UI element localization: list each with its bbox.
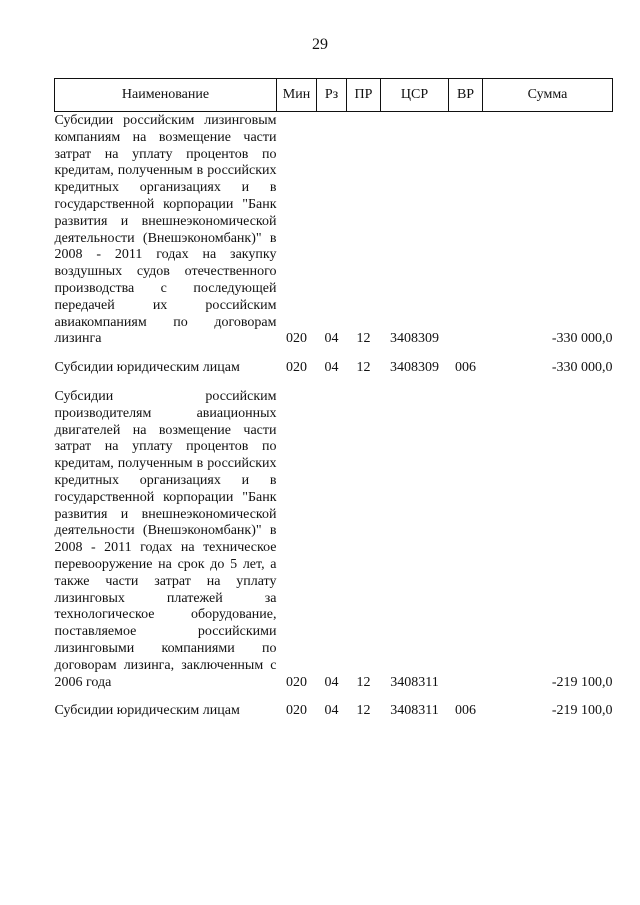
header-min: Мин bbox=[277, 79, 317, 112]
header-rz: Рз bbox=[317, 79, 347, 112]
row-name: Субсидии юридическим лицам bbox=[54, 360, 240, 376]
row-pr: 12 bbox=[356, 331, 371, 347]
row-sum: -330 000,0 bbox=[551, 360, 613, 376]
row-rz: 04 bbox=[324, 674, 339, 690]
row-sum: -330 000,0 bbox=[551, 331, 613, 347]
page-number: 29 bbox=[312, 36, 328, 53]
row-sum: -219 100,0 bbox=[551, 703, 613, 719]
row-vr bbox=[449, 112, 483, 350]
row-rz: 04 bbox=[324, 360, 339, 376]
row-name: Субсидии российским лизинговым компаниям на возмещение части затрат на уплату процентов по кредитам, полученным в российских кредитных организациях и в государственной корпорации "Банк развития и внешнеэкономической деятельности (Внешэкономбанк)" в 2008 - 2011 годах на закупку воздушных судов отечественного производства с последующей передачей их российским авиакомпаниям по договорам лизинга bbox=[54, 113, 277, 347]
row-pr: 12 bbox=[356, 703, 371, 719]
table-row bbox=[55, 388, 613, 692]
row-csr: 3408309 bbox=[390, 331, 439, 347]
header-vr: ВР bbox=[449, 79, 483, 112]
row-pr: 12 bbox=[356, 360, 371, 376]
budget-table bbox=[54, 78, 613, 721]
row-vr bbox=[449, 388, 483, 692]
row-pr: 12 bbox=[356, 674, 371, 690]
header-pr: ПР bbox=[347, 79, 381, 112]
row-min: 020 bbox=[286, 331, 307, 347]
row-name: Субсидии российским производителям авиационных двигателей на возмещение части затрат на уплату процентов по кредитам, полученным в российских кредитных организациях и в государственной корпорации "Банк развития и внешнеэкономической деятельности (Внешэкономбанк)" в 2008 - 2011 годах на техническое перевооружение на срок до 5 лет, а также части затрат на уплату лизинговых платежей за технологическое оборудование, поставляемое российскими лизинговыми компаниями по договорам лизинга, заключенным с 2006 года bbox=[54, 388, 277, 690]
row-min: 020 bbox=[286, 703, 307, 719]
row-min: 020 bbox=[286, 360, 307, 376]
table-row bbox=[55, 112, 613, 350]
table-row bbox=[55, 702, 613, 721]
row-rz: 04 bbox=[324, 331, 339, 347]
row-csr: 3408311 bbox=[390, 674, 439, 690]
header-csr: ЦСР bbox=[381, 79, 449, 112]
header-name: Наименование bbox=[55, 79, 277, 112]
row-vr: 006 bbox=[455, 703, 476, 719]
row-name: Субсидии юридическим лицам bbox=[54, 703, 240, 719]
row-rz: 04 bbox=[324, 703, 339, 719]
row-sum: -219 100,0 bbox=[551, 674, 613, 690]
table-header-row bbox=[55, 79, 613, 112]
row-csr: 3408311 bbox=[390, 703, 439, 719]
row-min: 020 bbox=[286, 674, 307, 690]
table-row bbox=[55, 359, 613, 378]
row-vr: 006 bbox=[455, 360, 476, 376]
header-sum: Сумма bbox=[483, 79, 613, 112]
row-csr: 3408309 bbox=[390, 360, 439, 376]
